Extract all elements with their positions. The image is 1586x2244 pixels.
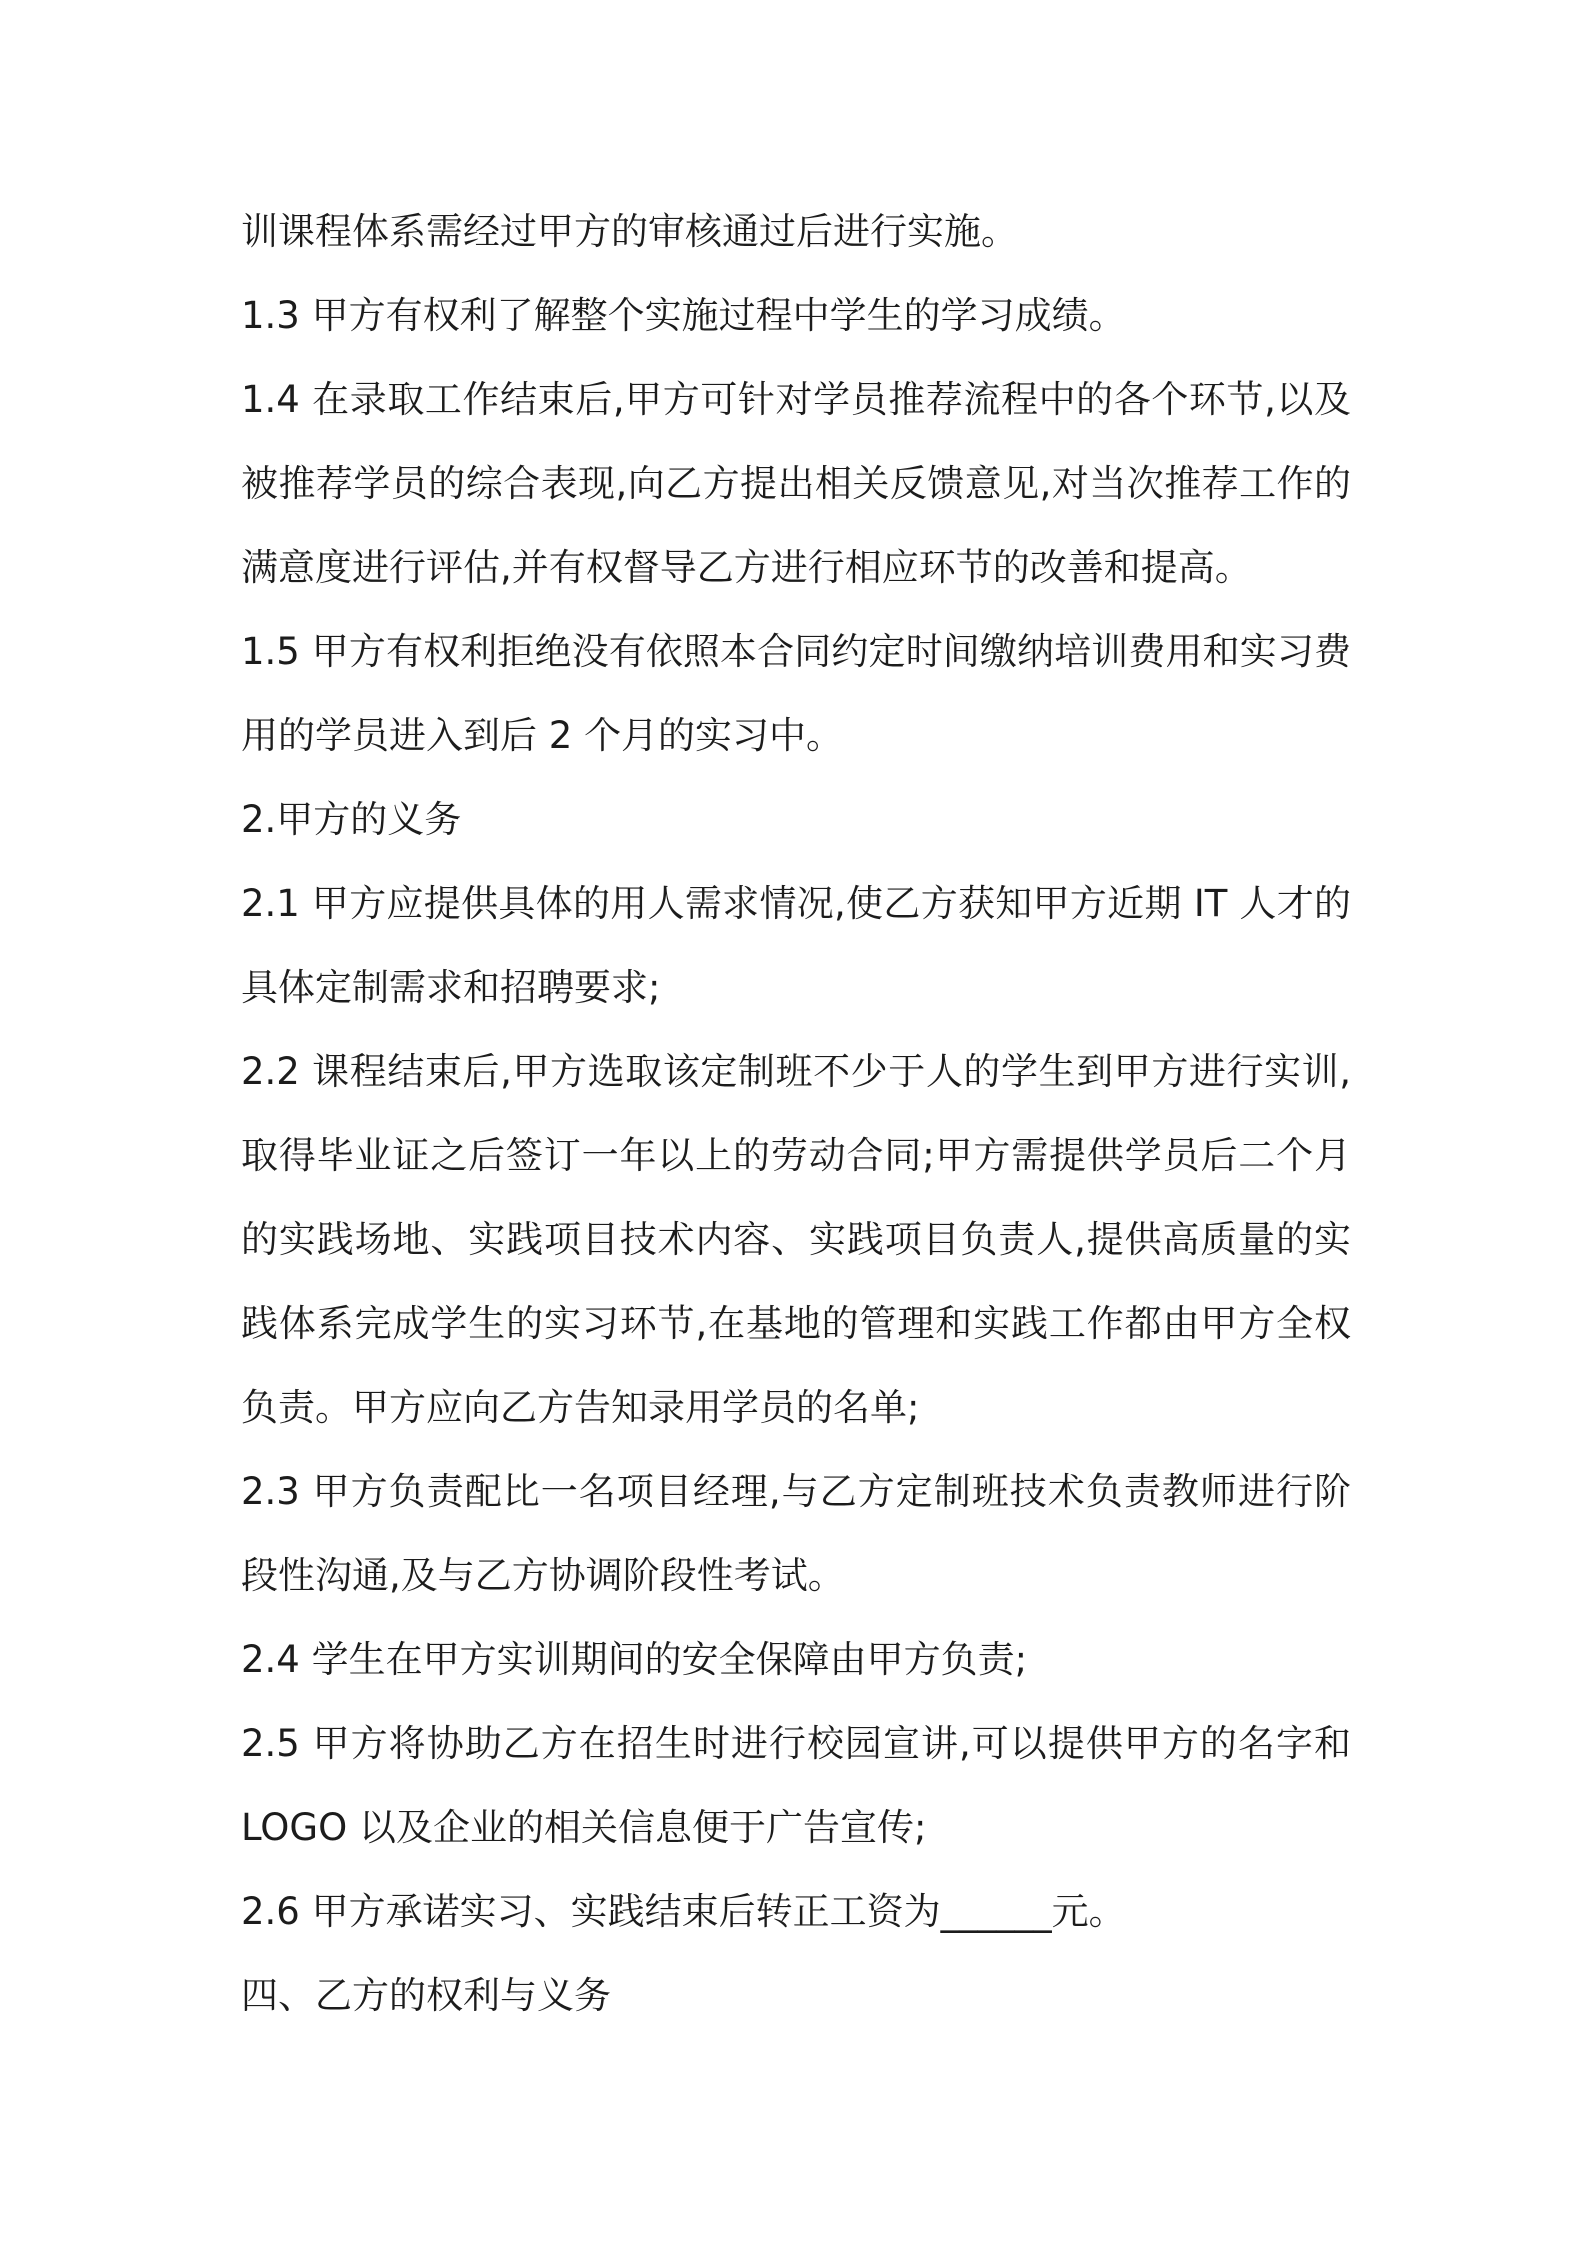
text-line: 1.4 在录取工作结束后,甲方可针对学员推荐流程中的各个环节,以及 bbox=[241, 378, 1351, 421]
text-line: 1.3 甲方有权利了解整个实施过程中学生的学习成绩。 bbox=[241, 294, 1126, 337]
text-line: LOGO 以及企业的相关信息便于广告宣传; bbox=[241, 1806, 927, 1849]
section-heading: 2.甲方的义务 bbox=[241, 798, 462, 841]
text-line: 践体系完成学生的实习环节,在基地的管理和实践工作都由甲方全权 bbox=[241, 1302, 1351, 1345]
text-line: 2.4 学生在甲方实训期间的安全保障由甲方负责; bbox=[241, 1638, 1028, 1681]
text-line: 2.5 甲方将协助乙方在招生时进行校园宣讲,可以提供甲方的名字和 bbox=[241, 1722, 1351, 1765]
text-line: 2.6 甲方承诺实习、实践结束后转正工资为______元。 bbox=[241, 1890, 1126, 1933]
text-line: 取得毕业证之后签订一年以上的劳动合同;甲方需提供学员后二个月 bbox=[241, 1134, 1351, 1177]
text-line: 具体定制需求和招聘要求; bbox=[241, 966, 661, 1009]
text-line: 2.1 甲方应提供具体的用人需求情况,使乙方获知甲方近期 IT 人才的 bbox=[241, 882, 1351, 925]
text-line: 满意度进行评估,并有权督导乙方进行相应环节的改善和提高。 bbox=[241, 546, 1252, 589]
text-line: 2.2 课程结束后,甲方选取该定制班不少于人的学生到甲方进行实训, bbox=[241, 1050, 1351, 1093]
text-line: 1.5 甲方有权利拒绝没有依照本合同约定时间缴纳培训费用和实习费 bbox=[241, 630, 1351, 673]
text-line: 段性沟通,及与乙方协调阶段性考试。 bbox=[241, 1554, 845, 1597]
text-line: 用的学员进入到后 2 个月的实习中。 bbox=[241, 714, 844, 757]
text-line: 被推荐学员的综合表现,向乙方提出相关反馈意见,对当次推荐工作的 bbox=[241, 462, 1351, 505]
text-line: 训课程体系需经过甲方的审核通过后进行实施。 bbox=[241, 210, 1018, 253]
section-heading: 四、乙方的权利与义务 bbox=[241, 1974, 611, 2017]
text-line: 2.3 甲方负责配比一名项目经理,与乙方定制班技术负责教师进行阶 bbox=[241, 1470, 1351, 1513]
document-body bbox=[241, 190, 1361, 2038]
text-line: 负责。甲方应向乙方告知录用学员的名单; bbox=[241, 1386, 920, 1429]
text-line: 的实践场地、实践项目技术内容、实践项目负责人,提供高质量的实 bbox=[241, 1218, 1351, 1261]
